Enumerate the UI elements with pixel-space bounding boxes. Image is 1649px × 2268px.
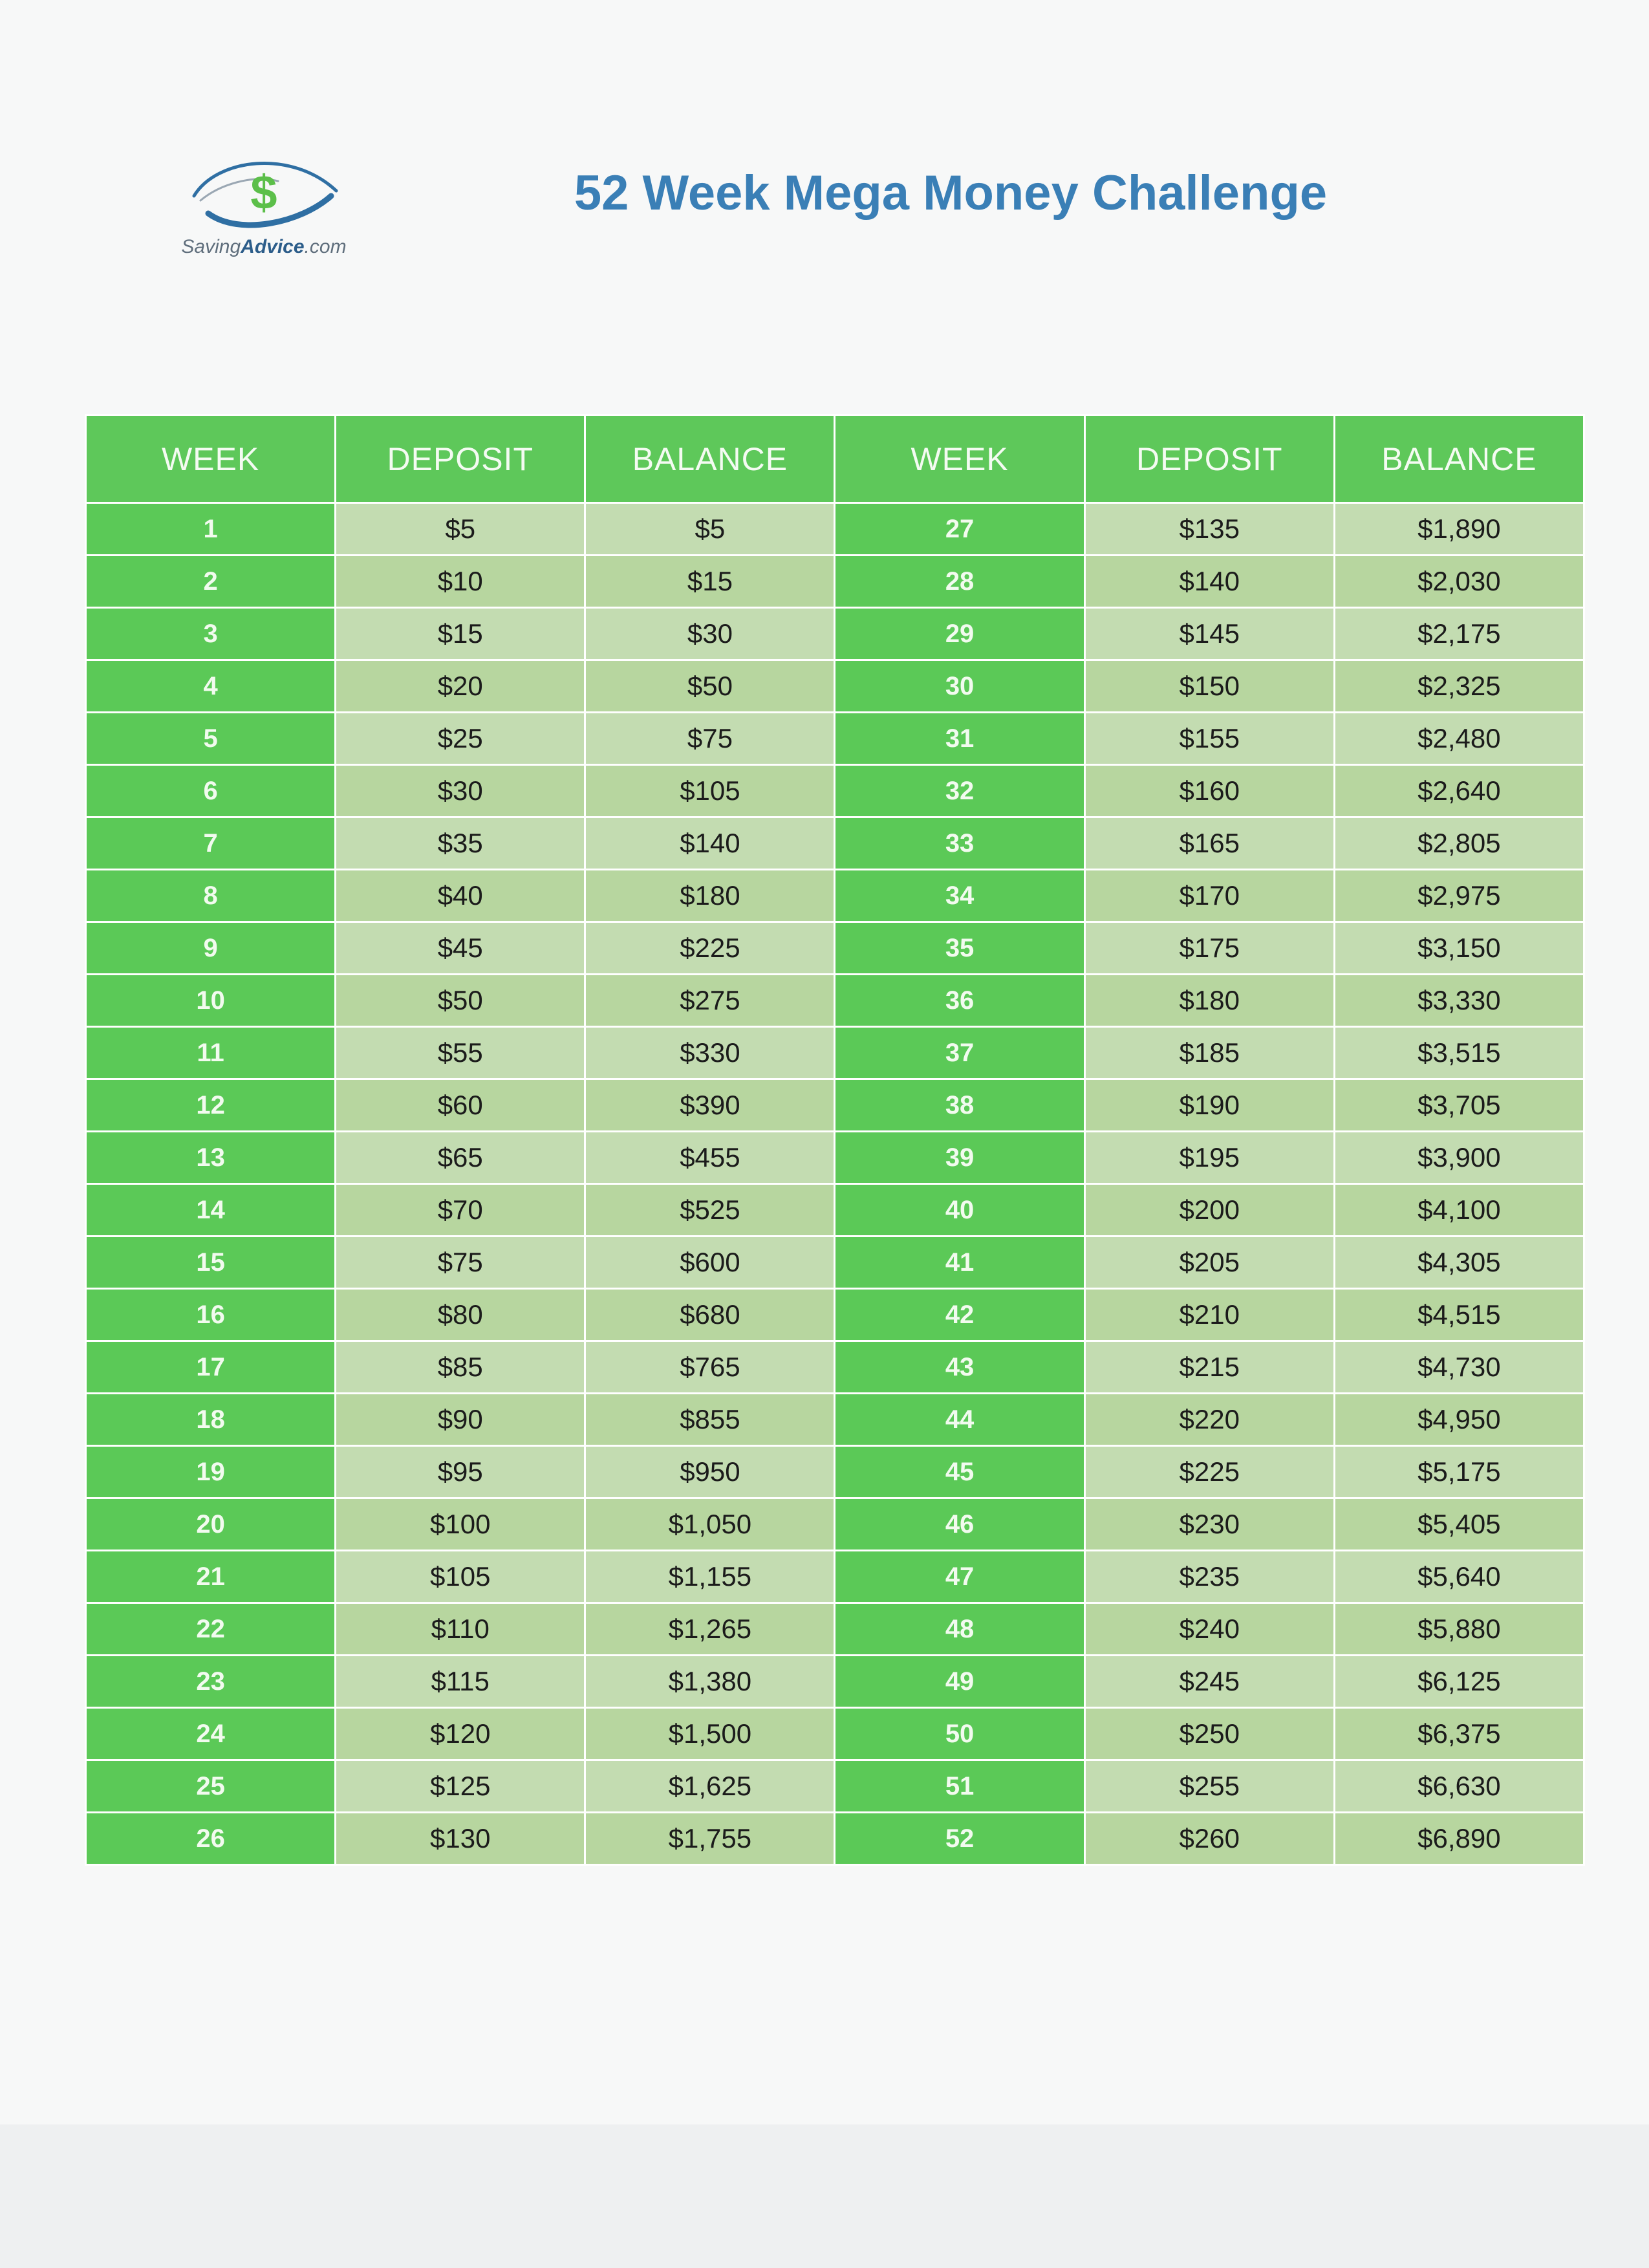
- balance-cell: $1,890: [1335, 504, 1583, 554]
- balance-cell: $275: [586, 975, 834, 1026]
- deposit-cell: $155: [1086, 713, 1333, 764]
- balance-cell: $4,305: [1335, 1237, 1583, 1288]
- balance-cell: $5,640: [1335, 1551, 1583, 1602]
- column-header-week: WEEK: [835, 416, 1083, 502]
- week-cell: 47: [835, 1551, 1083, 1602]
- week-cell: 7: [87, 818, 334, 869]
- balance-cell: $180: [586, 870, 834, 921]
- balance-cell: $5,880: [1335, 1604, 1583, 1654]
- week-cell: 23: [87, 1656, 334, 1707]
- week-cell: 6: [87, 766, 334, 816]
- savings-table: [85, 414, 1585, 1866]
- logo-wordmark: SavingAdvice.com: [181, 236, 347, 257]
- week-cell: 2: [87, 556, 334, 607]
- column-header-balance: BALANCE: [586, 416, 834, 502]
- scan-background: [0, 2124, 1649, 2268]
- balance-cell: $4,730: [1335, 1342, 1583, 1392]
- page-title: 52 Week Mega Money Challenge: [574, 166, 1328, 221]
- week-cell: 50: [835, 1709, 1083, 1759]
- week-cell: 17: [87, 1342, 334, 1392]
- deposit-cell: $175: [1086, 923, 1333, 973]
- week-cell: 31: [835, 713, 1083, 764]
- week-cell: 34: [835, 870, 1083, 921]
- deposit-cell: $35: [336, 818, 584, 869]
- balance-cell: $5,405: [1335, 1499, 1583, 1550]
- deposit-cell: $65: [336, 1132, 584, 1183]
- week-cell: 38: [835, 1080, 1083, 1130]
- balance-cell: $2,975: [1335, 870, 1583, 921]
- balance-cell: $680: [586, 1290, 834, 1340]
- column-header-week: WEEK: [87, 416, 334, 502]
- deposit-cell: $165: [1086, 818, 1333, 869]
- week-cell: 42: [835, 1290, 1083, 1340]
- deposit-cell: $45: [336, 923, 584, 973]
- balance-cell: $3,150: [1335, 923, 1583, 973]
- week-cell: 22: [87, 1604, 334, 1654]
- week-cell: 5: [87, 713, 334, 764]
- deposit-cell: $225: [1086, 1447, 1333, 1497]
- week-cell: 37: [835, 1028, 1083, 1078]
- week-cell: 44: [835, 1394, 1083, 1445]
- deposit-cell: $215: [1086, 1342, 1333, 1392]
- balance-cell: $225: [586, 923, 834, 973]
- week-cell: 13: [87, 1132, 334, 1183]
- column-header-deposit: DEPOSIT: [336, 416, 584, 502]
- balance-cell: $3,900: [1335, 1132, 1583, 1183]
- week-cell: 29: [835, 609, 1083, 659]
- deposit-cell: $25: [336, 713, 584, 764]
- balance-cell: $2,480: [1335, 713, 1583, 764]
- week-cell: 48: [835, 1604, 1083, 1654]
- balance-cell: $15: [586, 556, 834, 607]
- balance-cell: $5,175: [1335, 1447, 1583, 1497]
- deposit-cell: $10: [336, 556, 584, 607]
- balance-cell: $30: [586, 609, 834, 659]
- deposit-cell: $250: [1086, 1709, 1333, 1759]
- deposit-cell: $180: [1086, 975, 1333, 1026]
- week-cell: 41: [835, 1237, 1083, 1288]
- week-cell: 19: [87, 1447, 334, 1497]
- week-cell: 33: [835, 818, 1083, 869]
- deposit-cell: $55: [336, 1028, 584, 1078]
- week-cell: 14: [87, 1185, 334, 1235]
- week-cell: 3: [87, 609, 334, 659]
- deposit-cell: $75: [336, 1237, 584, 1288]
- column-header-balance: BALANCE: [1335, 416, 1583, 502]
- deposit-cell: $100: [336, 1499, 584, 1550]
- deposit-cell: $260: [1086, 1813, 1333, 1864]
- week-cell: 35: [835, 923, 1083, 973]
- deposit-cell: $145: [1086, 609, 1333, 659]
- deposit-cell: $105: [336, 1551, 584, 1602]
- deposit-cell: $90: [336, 1394, 584, 1445]
- deposit-cell: $85: [336, 1342, 584, 1392]
- balance-cell: $6,375: [1335, 1709, 1583, 1759]
- deposit-cell: $220: [1086, 1394, 1333, 1445]
- week-cell: 39: [835, 1132, 1083, 1183]
- balance-cell: $50: [586, 661, 834, 711]
- week-cell: 25: [87, 1761, 334, 1811]
- balance-cell: $1,265: [586, 1604, 834, 1654]
- balance-cell: $1,050: [586, 1499, 834, 1550]
- deposit-cell: $170: [1086, 870, 1333, 921]
- week-cell: 21: [87, 1551, 334, 1602]
- deposit-cell: $60: [336, 1080, 584, 1130]
- balance-cell: $1,500: [586, 1709, 834, 1759]
- deposit-cell: $125: [336, 1761, 584, 1811]
- balance-cell: $950: [586, 1447, 834, 1497]
- deposit-cell: $240: [1086, 1604, 1333, 1654]
- balance-cell: $1,625: [586, 1761, 834, 1811]
- deposit-cell: $230: [1086, 1499, 1333, 1550]
- balance-cell: $1,755: [586, 1813, 834, 1864]
- balance-cell: $525: [586, 1185, 834, 1235]
- deposit-cell: $160: [1086, 766, 1333, 816]
- balance-cell: $105: [586, 766, 834, 816]
- savingadvice-logo: [175, 146, 349, 268]
- deposit-cell: $185: [1086, 1028, 1333, 1078]
- deposit-cell: $190: [1086, 1080, 1333, 1130]
- deposit-cell: $245: [1086, 1656, 1333, 1707]
- week-cell: 40: [835, 1185, 1083, 1235]
- svg-text:$: $: [250, 166, 277, 219]
- week-cell: 24: [87, 1709, 334, 1759]
- week-cell: 11: [87, 1028, 334, 1078]
- week-cell: 27: [835, 504, 1083, 554]
- balance-cell: $4,100: [1335, 1185, 1583, 1235]
- balance-cell: $3,330: [1335, 975, 1583, 1026]
- balance-cell: $765: [586, 1342, 834, 1392]
- deposit-cell: $95: [336, 1447, 584, 1497]
- deposit-cell: $205: [1086, 1237, 1333, 1288]
- balance-cell: $2,325: [1335, 661, 1583, 711]
- deposit-cell: $70: [336, 1185, 584, 1235]
- balance-cell: $5: [586, 504, 834, 554]
- balance-cell: $600: [586, 1237, 834, 1288]
- week-cell: 26: [87, 1813, 334, 1864]
- column-header-deposit: DEPOSIT: [1086, 416, 1333, 502]
- deposit-cell: $210: [1086, 1290, 1333, 1340]
- week-cell: 30: [835, 661, 1083, 711]
- week-cell: 10: [87, 975, 334, 1026]
- deposit-cell: $30: [336, 766, 584, 816]
- deposit-cell: $200: [1086, 1185, 1333, 1235]
- week-cell: 16: [87, 1290, 334, 1340]
- balance-cell: $2,030: [1335, 556, 1583, 607]
- balance-cell: $330: [586, 1028, 834, 1078]
- week-cell: 51: [835, 1761, 1083, 1811]
- deposit-cell: $135: [1086, 504, 1333, 554]
- dollar-eye-icon: [181, 146, 343, 233]
- week-cell: 1: [87, 504, 334, 554]
- week-cell: 15: [87, 1237, 334, 1288]
- balance-cell: $6,890: [1335, 1813, 1583, 1864]
- balance-cell: $3,705: [1335, 1080, 1583, 1130]
- deposit-cell: $150: [1086, 661, 1333, 711]
- week-cell: 32: [835, 766, 1083, 816]
- balance-cell: $140: [586, 818, 834, 869]
- deposit-cell: $40: [336, 870, 584, 921]
- deposit-cell: $5: [336, 504, 584, 554]
- deposit-cell: $235: [1086, 1551, 1333, 1602]
- balance-cell: $2,640: [1335, 766, 1583, 816]
- deposit-cell: $115: [336, 1656, 584, 1707]
- balance-cell: $6,630: [1335, 1761, 1583, 1811]
- week-cell: 46: [835, 1499, 1083, 1550]
- balance-cell: $1,155: [586, 1551, 834, 1602]
- week-cell: 4: [87, 661, 334, 711]
- balance-cell: $4,950: [1335, 1394, 1583, 1445]
- balance-cell: $390: [586, 1080, 834, 1130]
- balance-cell: $3,515: [1335, 1028, 1583, 1078]
- deposit-cell: $120: [336, 1709, 584, 1759]
- deposit-cell: $15: [336, 609, 584, 659]
- week-cell: 52: [835, 1813, 1083, 1864]
- week-cell: 45: [835, 1447, 1083, 1497]
- week-cell: 12: [87, 1080, 334, 1130]
- week-cell: 28: [835, 556, 1083, 607]
- week-cell: 18: [87, 1394, 334, 1445]
- deposit-cell: $140: [1086, 556, 1333, 607]
- deposit-cell: $130: [336, 1813, 584, 1864]
- deposit-cell: $50: [336, 975, 584, 1026]
- deposit-cell: $80: [336, 1290, 584, 1340]
- deposit-cell: $20: [336, 661, 584, 711]
- balance-cell: $6,125: [1335, 1656, 1583, 1707]
- balance-cell: $2,175: [1335, 609, 1583, 659]
- balance-cell: $4,515: [1335, 1290, 1583, 1340]
- balance-cell: $75: [586, 713, 834, 764]
- balance-cell: $855: [586, 1394, 834, 1445]
- week-cell: 43: [835, 1342, 1083, 1392]
- balance-cell: $455: [586, 1132, 834, 1183]
- deposit-cell: $255: [1086, 1761, 1333, 1811]
- week-cell: 49: [835, 1656, 1083, 1707]
- deposit-cell: $195: [1086, 1132, 1333, 1183]
- balance-cell: $1,380: [586, 1656, 834, 1707]
- deposit-cell: $110: [336, 1604, 584, 1654]
- week-cell: 9: [87, 923, 334, 973]
- week-cell: 36: [835, 975, 1083, 1026]
- week-cell: 8: [87, 870, 334, 921]
- week-cell: 20: [87, 1499, 334, 1550]
- balance-cell: $2,805: [1335, 818, 1583, 869]
